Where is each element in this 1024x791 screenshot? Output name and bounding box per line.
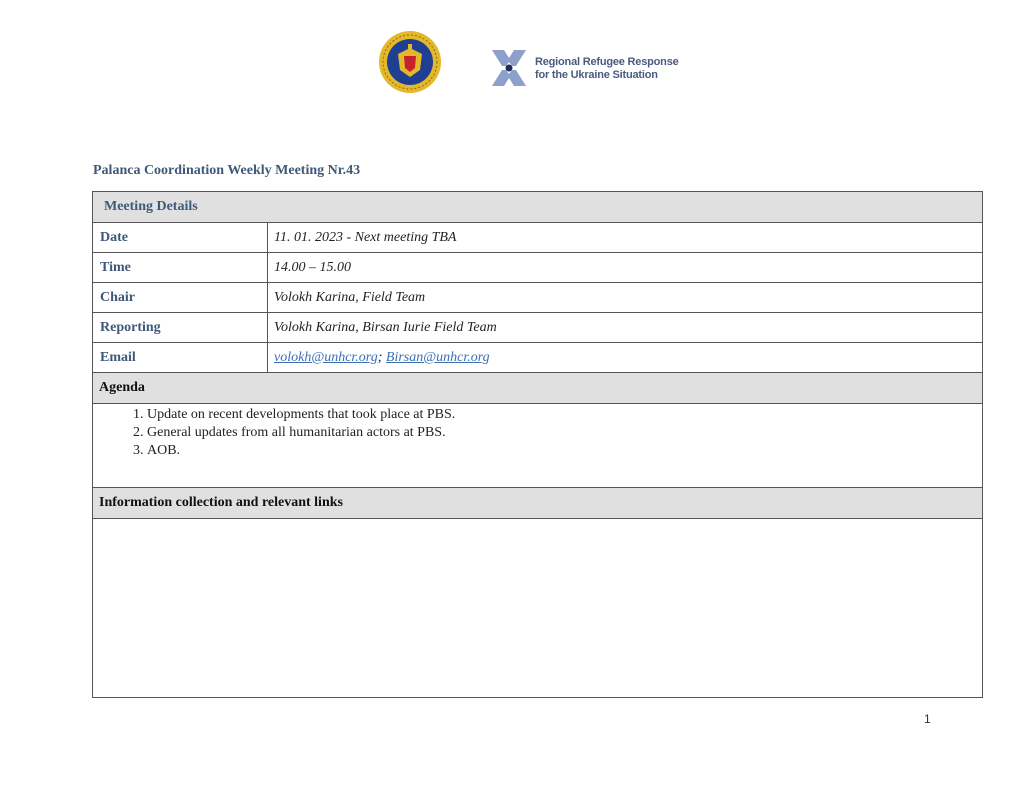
email-value [268,350,490,366]
header-logos [378,30,678,100]
document-title: Palanca Coordination Weekly Meeting Nr.43 [93,163,361,178]
chair-label: Chair [93,283,268,312]
email-separator: ; [377,349,383,365]
chair-value: Volokh Karina, Field Team [274,289,426,305]
email-link-birsan[interactable]: Birsan@unhcr.org [385,349,490,365]
agenda-list [93,406,455,460]
agenda-header-row [93,373,982,404]
reporting-value: Volokh Karina, Birsan Iurie Field Team [274,319,497,335]
meeting-details-heading: Meeting Details [104,199,198,214]
agenda-heading: Agenda [99,380,145,395]
email-link-volokh[interactable]: volokh@unhcr.org [274,349,378,365]
agenda-item: 3. AOB. [147,442,455,460]
info-body [93,519,982,697]
date-row [93,223,982,253]
email-label: Email [93,343,268,372]
rrr-logo-line2: for the Ukraine Situation [535,69,658,81]
reporting-label: Reporting [93,313,268,342]
time-label: Time [93,253,268,282]
info-heading: Information collection and relevant links [99,495,343,510]
agenda-body [93,404,982,488]
time-row [93,253,982,283]
chair-row [93,283,982,313]
moldova-seal-logo [378,30,442,94]
reporting-row [93,313,982,343]
rrr-logo-line1: Regional Refugee Response [535,56,679,68]
time-value: 14.00 – 15.00 [274,259,351,275]
meeting-details-header-row [93,192,982,223]
page-number: 1 [924,712,931,726]
meeting-table [92,191,983,698]
rrr-logo [488,46,678,90]
date-label: Date [93,223,268,252]
rrr-logo-text [535,56,679,82]
agenda-item: 2. General updates from all humanitarian actors at PBS. [147,424,455,442]
agenda-item: 1. Update on recent developments that took place at PBS. [147,406,455,424]
info-header-row [93,488,982,519]
email-row [93,343,982,373]
date-value: 11. 01. 2023 - Next meeting TBA [274,229,457,245]
rrr-logo-mark-icon [488,46,530,90]
